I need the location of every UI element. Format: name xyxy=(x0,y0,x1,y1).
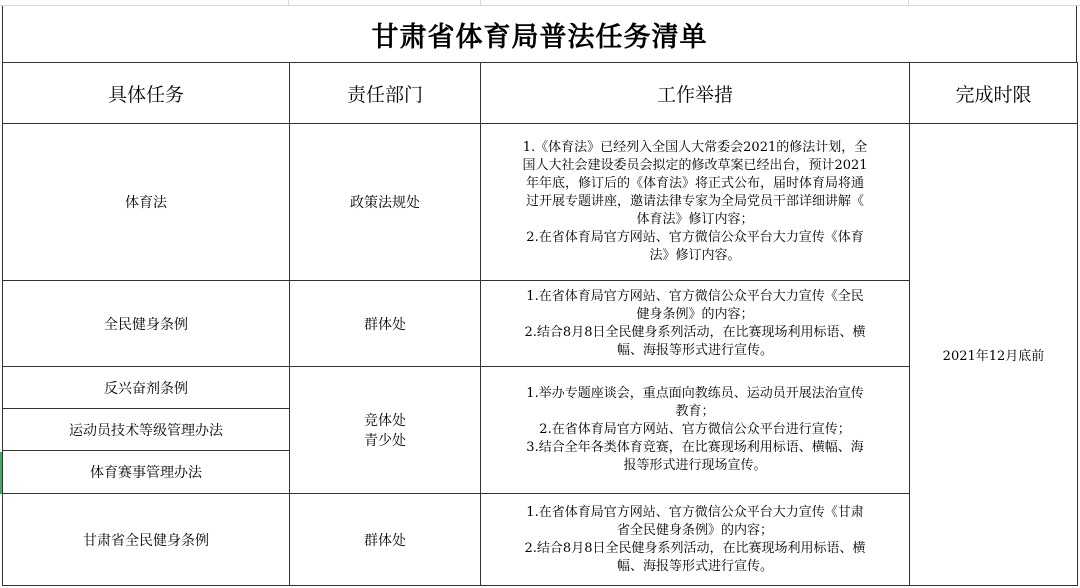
measure-line: 2.结合8月8日全民健身系列活动，在比赛现场利用标语、横 xyxy=(524,324,866,340)
task-cell: 体育赛事管理办法 xyxy=(3,451,290,494)
dept-line: 竞体处 xyxy=(364,413,406,429)
measure-line: 报等形式进行现场宣传。 xyxy=(623,458,767,473)
measures-cell xyxy=(481,124,910,281)
measure-line: 法》修订内容。 xyxy=(649,248,741,263)
dept-cell: 政策法规处 xyxy=(290,124,481,281)
header-measures: 工作举措 xyxy=(481,63,910,124)
dept-cell: 群体处 xyxy=(290,494,481,586)
measure-line: 幅、海报等形式进行宣传。 xyxy=(616,342,773,358)
measure-line: 省全民健身条例》的内容； xyxy=(616,522,773,538)
measure-line: 教育； xyxy=(675,404,715,419)
task-cell: 运动员技术等级管理办法 xyxy=(3,409,290,451)
measure-line: 1.举办专题座谈会，重点面向教练员、运动员开展法治宣传 xyxy=(526,386,864,401)
measures-cell xyxy=(481,367,910,494)
page-title: 甘肃省体育局普法任务清单 xyxy=(2,6,1077,62)
measure-line: 1.在省体育局官方网站、官方微信公众平台大力宣传《甘肃 xyxy=(526,504,864,520)
task-cell: 体育法 xyxy=(3,124,290,281)
measure-line: 1.《体育法》已经列入全国人大常委会2021的修法计划，全 xyxy=(522,140,868,155)
header-task: 具体任务 xyxy=(3,63,290,124)
dept-cell xyxy=(290,367,481,494)
measure-line: 幅、海报等形式进行宣传。 xyxy=(616,558,773,574)
header-row xyxy=(3,63,1078,124)
table-row xyxy=(3,124,1078,281)
measure-line: 过开展专题讲座，邀请法律专家为全局党员干部详细讲解《 xyxy=(525,194,864,209)
measure-line: 1.在省体育局官方网站、官方微信公众平台大力宣传《全民 xyxy=(526,288,864,304)
task-cell: 甘肃省全民健身条例 xyxy=(3,494,290,586)
measure-line: 2.在省体育局官方网站、官方微信公众平台进行宣传； xyxy=(539,422,851,437)
task-cell: 全民健身条例 xyxy=(3,281,290,367)
measure-line: 2.在省体育局官方网站、官方微信公众平台大力宣传《体育 xyxy=(526,230,864,245)
measure-line: 健身条例》的内容； xyxy=(636,306,754,322)
task-cell: 反兴奋剂条例 xyxy=(3,367,290,409)
task-table xyxy=(2,62,1078,586)
selected-cell-marker xyxy=(0,452,2,494)
measure-line: 体育法》修订内容； xyxy=(636,212,754,227)
measure-line: 2.结合8月8日全民健身系列活动，在比赛现场利用标语、横 xyxy=(524,540,866,556)
measure-line: 年年底，修订后的《体育法》将正式公布，届时体育局将通 xyxy=(525,176,864,191)
measures-cell xyxy=(481,281,910,367)
measure-line: 国人大社会建设委员会拟定的修改草案已经出台，预计2021 xyxy=(522,158,868,173)
header-dept: 责任部门 xyxy=(290,63,481,124)
measures-cell xyxy=(481,494,910,586)
deadline-cell: 2021年12月底前 xyxy=(910,124,1078,586)
measure-line: 3.结合全年各类体育竞赛，在比赛现场利用标语、横幅、海 xyxy=(526,440,864,455)
dept-line: 青少处 xyxy=(364,433,406,449)
dept-cell: 群体处 xyxy=(290,281,481,367)
header-deadline: 完成时限 xyxy=(910,63,1078,124)
